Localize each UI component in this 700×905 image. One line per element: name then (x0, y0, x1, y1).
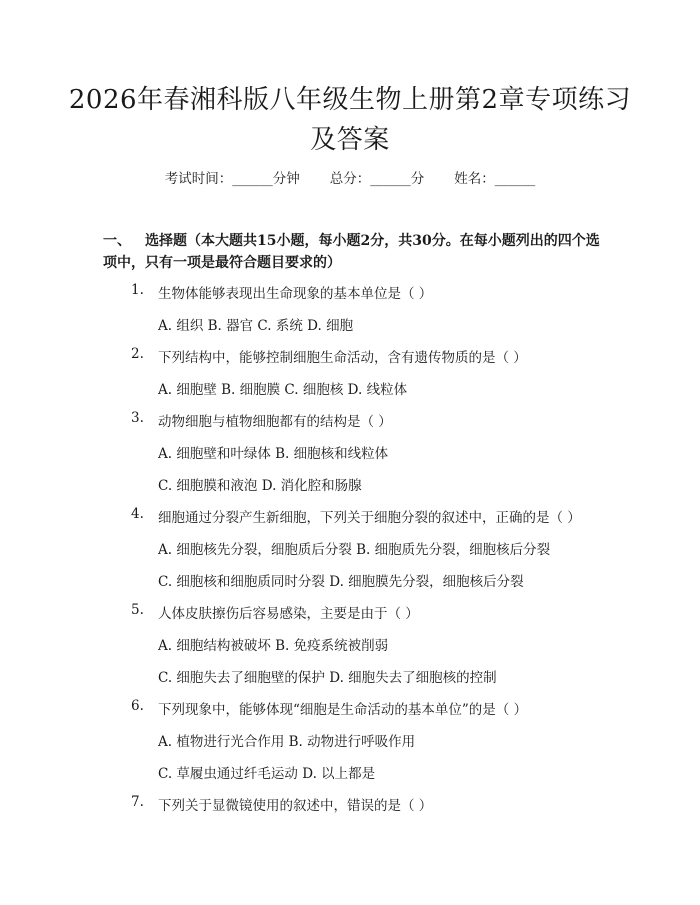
page-title: 2026年春湘科版八年级生物上册第2章专项练习及答案 (68, 85, 632, 155)
question-5-options-line-2: C. 细胞失去了细胞壁的保护 D. 细胞失去了细胞核的控制 (158, 670, 497, 686)
question-number: 3. (131, 410, 144, 426)
question-number: 5. (131, 602, 144, 618)
question-6-options-line-1: A. 植物进行光合作用 B. 动物进行呼吸作用 (158, 734, 416, 750)
question-text: 下列结构中，能够控制细胞生命活动，含有遗传物质的是（ ） (158, 350, 527, 366)
question-number: 4. (131, 506, 144, 522)
question-4-options-line-2: C. 细胞核和细胞质同时分裂 D. 细胞膜先分裂，细胞核后分裂 (158, 574, 524, 590)
question-text: 动物细胞与植物细胞都有的结构是（ ） (158, 414, 392, 430)
question-text: 细胞通过分裂产生新细胞，下列关于细胞分裂的叙述中，正确的是（ ） (158, 510, 581, 526)
question-number: 6. (131, 698, 144, 714)
question-number: 1. (131, 282, 144, 298)
question-4-options-line-1: A. 细胞核先分裂，细胞质后分裂 B. 细胞质先分裂，细胞核后分裂 (158, 542, 551, 558)
question-number: 7. (131, 794, 144, 810)
exam-score-field: 总分：______分 (329, 171, 425, 187)
question-text: 下列现象中，能够体现“细胞是生命活动的基本单位”的是（ ） (158, 702, 528, 718)
exam-info-line (0, 167, 700, 187)
question-text: 下列关于显微镜使用的叙述中，错误的是（ ） (158, 798, 433, 814)
section-number: 一、 (103, 233, 131, 249)
section-instructions: 选择题（本大题共15小题，每小题2分，共30分。在每小题列出的四个选项中，只有一项是最符合题目要求的） (103, 233, 600, 271)
question-1-options: A. 组织 B. 器官 C. 系统 D. 细胞 (158, 318, 354, 334)
question-3-options-line-1: A. 细胞壁和叶绿体 B. 细胞核和线粒体 (158, 446, 389, 462)
question-number: 2. (131, 346, 144, 362)
question-text: 人体皮肤擦伤后容易感染，主要是由于（ ） (158, 606, 419, 622)
question-5-options-line-1: A. 细胞结构被破坏 B. 免疫系统被削弱 (158, 638, 389, 654)
question-6-options-line-2: C. 草履虫通过纤毛运动 D. 以上都是 (158, 766, 376, 782)
section-heading (103, 230, 603, 274)
question-text: 生物体能够表现出生命现象的基本单位是（ ） (158, 286, 433, 302)
question-3-options-line-2: C. 细胞膜和液泡 D. 消化腔和肠腺 (158, 478, 362, 494)
question-2-options: A. 细胞壁 B. 细胞膜 C. 细胞核 D. 线粒体 (158, 382, 408, 398)
student-name-field: 姓名：______ (454, 171, 536, 187)
exam-time-field: 考试时间：______分钟 (164, 171, 300, 187)
